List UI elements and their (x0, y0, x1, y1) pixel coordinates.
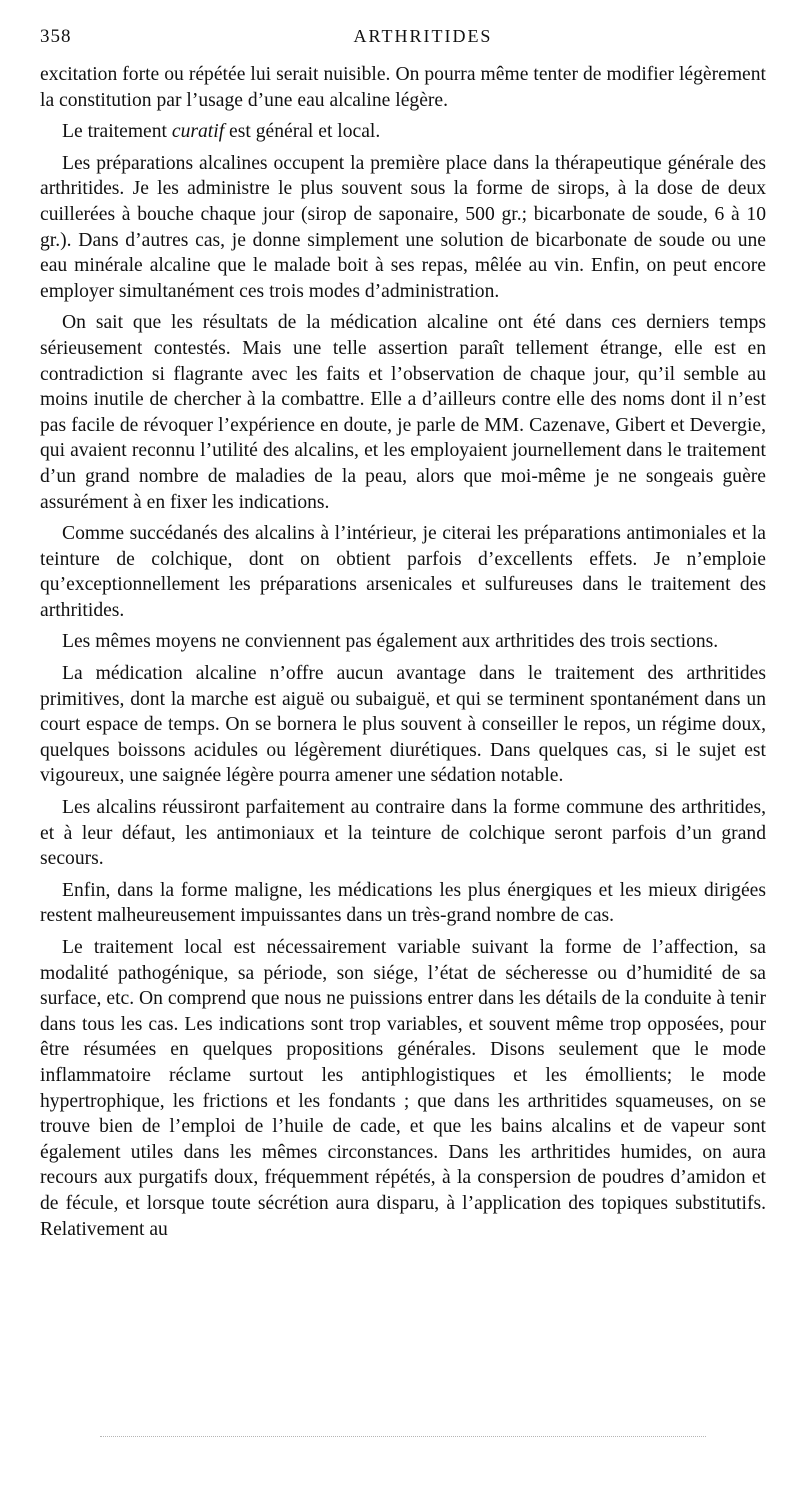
paragraph-text: Le traitement (62, 121, 172, 143)
emphasis-curatif: curatif (171, 121, 225, 143)
footer-dotted-rule (100, 1436, 706, 1437)
paragraph-primitive-arthritides: La médication alcaline n’offre aucun avantage dans le traitement des arthritides primitives, dont la marche est aiguë ou subaiguë, et qui se terminent spontanément dans un court espace de temps. On se bornera le plus souvent à conseiller le repos, un régime doux, quelques boissons acidules ou légèrement diurétiques. Dans quelques cas, si le sujet est vigoureux, une saignée légère pourra amener une sédation notable. (40, 663, 766, 787)
body-text (40, 62, 766, 1242)
running-header (40, 26, 766, 56)
paragraph-continuation: excitation forte ou répétée lui serait nuisible. On pourra même tenter de modifier légèrement la constitution par l’usage d’une eau alcaline légère. (40, 64, 766, 111)
paragraph-local-treatment: Le traitement local est nécessairement variable suivant la forme de l’affection, sa modalité pathogénique, sa période, son siége, l’état de sécheresse ou d’humidité de sa surface, etc. On comprend que nous ne puissions entrer dans les détails de la conduite à tenir dans tous les cas. Les indications sont trop variables, et souvent même trop opposées, pour être résumées en quelques propositions générales. Disons seulement que le mode inflammatoire réclame surtout les antiphlogistiques et les émollients; le mode hypertrophique, les frictions et les fondants ; que dans les arthritides squameuses, on se trouve bien de l’emploi de l’huile de cade, et que les bains alcalins et de vapeur sont également utiles dans les mêmes circonstances. Dans les arthritides humides, on aura recours aux purgatifs doux, fréquemment répétés, à la conspersion de poudres d’amidon et de fécule, et lorsque toute sécrétion aura disparu, à l’application des topiques substitutifs. Relativement au (40, 937, 766, 1240)
paragraph-alkaline-preparations: Les préparations alcalines occupent la première place dans la thérapeutique générale des arthritides. Je les administre le plus souvent sous la forme de sirops, à la dose de deux cuillerées à bouche chaque jour (sirop de saponaire, 500 gr.; bicarbonate de soude, 6 à 10 gr.). Dans d’autres cas, je donne simplement une solution de bicarbonate de soude ou une eau minérale alcaline que le malade boit à ses repas, mêlée au vin. Enfin, on peut encore employer simultanément ces trois modes d’administration. (40, 152, 766, 302)
book-page (40, 26, 766, 1466)
paragraph-text: est général et local. (224, 121, 381, 143)
paragraph-substitutes: Comme succédanés des alcalins à l’intérieur, je citerai les préparations antimoniales et la teinture de colchique, dont on obtient parfois d’excellents effets. Je n’emploie qu’exceptionnellement les préparations arsenicales et sulfureuses dans le traitement des arthritides. (40, 523, 766, 621)
running-title: ARTHRITIDES (353, 26, 493, 46)
paragraph-three-sections: Les mêmes moyens ne conviennent pas également aux arthritides des trois sections. (62, 631, 719, 653)
paragraph-contested-results: On sait que les résultats de la médication alcaline ont été dans ces derniers temps sérieusement contestés. Mais une telle assertion paraît tellement étrange, elle est en contradiction si flagrante avec les faits et l’observation de chaque jour, qu’il semble au moins inutile de chercher à la combattre. Elle a d’ailleurs contre elle des noms dont il n’est pas facile de révoquer l’expérience en doute, je parle de MM. Cazenave, Gibert et Devergie, qui avaient reconnu l’utilité des alcalins, et les employaient journellement dans le traitement d’un grand nombre de maladies de la peau, alors que moi-même je ne songeais guère assurément à en fixer les indications. (40, 312, 766, 513)
paragraph-treatment-curatif (40, 119, 766, 145)
paragraph-common-form: Les alcalins réussiront parfaitement au contraire dans la forme commune des arthritides, et à leur défaut, les antimoniaux et la teinture de colchique seront parfois d’un grand secours. (40, 797, 766, 870)
paragraph-malignant-form: Enfin, dans la forme maligne, les médications les plus énergiques et les mieux dirigées restent malheureusement impuissantes dans un très-grand nombre de cas. (40, 879, 766, 927)
page-number: 358 (40, 26, 72, 47)
